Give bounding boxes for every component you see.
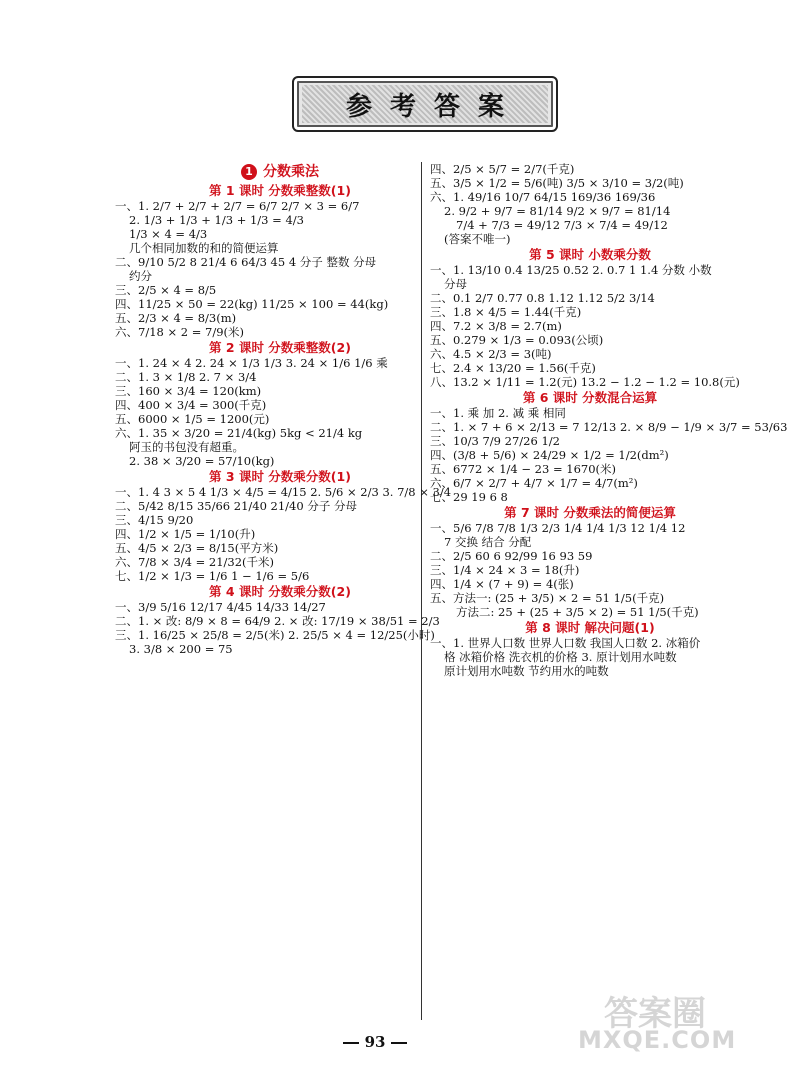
answer-line: 六、1. 49/16 10/7 64/15 169/36 169/36 (430, 190, 656, 204)
lesson-heading: 第 8 课时 解决问题(1) (525, 620, 655, 635)
site-watermark (574, 986, 744, 1058)
answer-line: 四、400 × 3/4 = 300(千克) (115, 398, 267, 412)
lesson-heading: 第 1 课时 分数乘整数(1) (209, 183, 351, 198)
answer-line: (答案不唯一) (444, 232, 511, 246)
left-answer-list (115, 182, 452, 656)
answer-line: 六、1. 35 × 3/20 = 21/4(kg) 5kg < 21/4 kg (115, 426, 363, 440)
answer-line: 二、5/42 8/15 35/66 21/40 21/40 分子 分母 (115, 499, 358, 513)
answer-banner (292, 76, 558, 132)
answer-line: 三、10/3 7/9 27/26 1/2 (430, 434, 560, 448)
answer-line: 五、方法一: (25 + 3/5) × 2 = 51 1/5(千克) (430, 591, 665, 605)
answer-line: 二、9/10 5/2 8 21/4 6 64/3 45 4 分子 整数 分母 (115, 255, 377, 269)
answer-line: 八、13.2 × 1/11 = 1.2(元) 13.2 − 1.2 − 1.2 = 10.8(元) (430, 375, 740, 389)
answer-line: 五、4/5 × 2/3 = 8/15(平方米) (115, 541, 279, 555)
answer-line: 方法二: 25 + (25 + 3/5 × 2) = 51 1/5(千克) (456, 605, 699, 619)
page-dash-right (391, 1042, 407, 1044)
answer-line: 六、7/18 × 2 = 7/9(米) (115, 325, 245, 339)
lesson-heading: 第 6 课时 分数混合运算 (522, 390, 658, 405)
answer-line: 二、1. × 7 + 6 × 2/13 = 7 12/13 2. × 8/9 − 1/9 × 3/7 = 53/63 (430, 420, 787, 434)
answer-line: 四、1/2 × 1/5 = 1/10(升) (115, 527, 256, 541)
lesson-heading: 第 4 课时 分数乘分数(2) (209, 584, 351, 599)
answer-line: 几个相同加数的和的简便运算 (129, 241, 279, 255)
answer-line: 四、11/25 × 50 = 22(kg) 11/25 × 100 = 44(kg) (115, 297, 389, 311)
answer-line: 3. 3/8 × 200 = 75 (129, 642, 233, 656)
answer-line: 1/3 × 4 = 4/3 (129, 227, 208, 241)
unit-title: 分数乘法 (263, 164, 319, 180)
answer-line: 三、1. 16/25 × 25/8 = 2/5(米) 2. 25/5 × 4 = 12/25(小时) (115, 628, 435, 642)
unit-number-badge: 1 (241, 164, 257, 180)
answer-line: 七、2.4 × 13/20 = 1.56(千克) (430, 361, 596, 375)
answer-line: 一、1. 24 × 4 2. 24 × 1/3 1/3 3. 24 × 1/6 1/6 乘 (115, 356, 388, 370)
answer-line: 2. 9/2 + 9/7 = 81/14 9/2 × 9/7 = 81/14 (444, 204, 671, 218)
answer-line: 四、(3/8 + 5/6) × 24/29 × 1/2 = 1/2(dm²) (430, 448, 669, 462)
answer-line: 三、160 × 3/4 = 120(km) (115, 384, 262, 398)
answer-line: 格 冰箱价格 洗衣机的价格 3. 原计划用水吨数 (444, 650, 677, 664)
answer-line: 原计划用水吨数 节约用水的吨数 (444, 664, 609, 678)
answer-line: 五、0.279 × 1/3 = 0.093(公顷) (430, 333, 604, 347)
answer-line: 四、2/5 × 5/7 = 2/7(千克) (430, 162, 575, 176)
banner-inner (302, 85, 548, 123)
answer-line: 六、6/7 × 2/7 + 4/7 × 1/7 = 4/7(m²) (430, 476, 638, 490)
answer-line: 阿玉的书包没有超重。 (129, 440, 244, 454)
answer-line: 分母 (444, 277, 467, 291)
answer-line: 三、1.8 × 4/5 = 1.44(千克) (430, 305, 582, 319)
answer-line: 五、6772 × 1/4 − 23 = 1670(米) (430, 462, 616, 476)
answer-line: 7/4 + 7/3 = 49/12 7/3 × 7/4 = 49/12 (456, 218, 668, 232)
answer-line: 三、2/5 × 4 = 8/5 (115, 283, 217, 297)
answer-line: 一、1. 世界人口数 世界人口数 我国人口数 2. 冰箱价 (430, 636, 701, 650)
answer-line: 五、2/3 × 4 = 8/3(m) (115, 311, 237, 325)
answer-line: 一、1. 4 3 × 5 4 1/3 × 4/5 = 4/15 2. 5/6 × 2/3 3. 7/8 × 3/4 (115, 485, 452, 499)
answer-line: 二、1. × 改: 8/9 × 8 = 64/9 2. × 改: 17/19 × 38/51 = 2/3 (115, 614, 440, 628)
answer-line: 一、1. 13/10 0.4 13/25 0.52 2. 0.7 1 1.4 分数 小数 (430, 263, 712, 277)
answer-line: 二、1. 3 × 1/8 2. 7 × 3/4 (115, 370, 257, 384)
unit-heading (115, 162, 445, 182)
answer-line: 一、1. 2/7 + 2/7 + 2/7 = 6/7 2/7 × 3 = 6/7 (115, 199, 360, 213)
answer-line: 7 交换 结合 分配 (444, 535, 532, 549)
answer-line: 一、1. 乘 加 2. 减 乘 相同 (430, 406, 566, 420)
answer-line: 六、4.5 × 2/3 = 3(吨) (430, 347, 552, 361)
answer-line: 2. 38 × 3/20 = 57/10(kg) (129, 454, 275, 468)
watermark-top: 答案圈 (604, 994, 706, 1034)
watermark-bottom: MXQE.COM (578, 1026, 737, 1054)
left-column (115, 162, 452, 656)
answer-line: 二、2/5 60 6 92/99 16 93 59 (430, 549, 593, 563)
answer-line: 三、1/4 × 24 × 3 = 18(升) (430, 563, 580, 577)
lesson-heading: 第 7 课时 分数乘法的简便运算 (504, 505, 676, 520)
page-number-text: 93 (364, 1033, 386, 1051)
answer-line: 五、3/5 × 1/2 = 5/6(吨) 3/5 × 3/10 = 3/2(吨) (430, 176, 684, 190)
answer-line: 一、3/9 5/16 12/17 4/45 14/33 14/27 (115, 600, 326, 614)
answer-line: 六、7/8 × 3/4 = 21/32(千米) (115, 555, 275, 569)
answer-line: 五、6000 × 1/5 = 1200(元) (115, 412, 270, 426)
page-dash-left (343, 1042, 359, 1044)
banner-title: 参考答案 (345, 91, 522, 122)
answer-line: 一、5/6 7/8 7/8 1/3 2/3 1/4 1/4 1/3 12 1/4 12 (430, 521, 686, 535)
lesson-heading: 第 3 课时 分数乘分数(1) (209, 469, 351, 484)
answer-line: 七、29 19 6 8 (430, 490, 508, 504)
right-column (430, 162, 787, 678)
answer-line: 约分 (129, 269, 152, 283)
right-answer-list (430, 162, 787, 678)
answer-line: 四、7.2 × 3/8 = 2.7(m) (430, 319, 562, 333)
answer-line: 2. 1/3 + 1/3 + 1/3 + 1/3 = 4/3 (129, 213, 304, 227)
answer-line: 三、4/15 9/20 (115, 513, 194, 527)
lesson-heading: 第 2 课时 分数乘整数(2) (209, 340, 351, 355)
answer-line: 七、1/2 × 1/3 = 1/6 1 − 1/6 = 5/6 (115, 569, 310, 583)
lesson-heading: 第 5 课时 小数乘分数 (529, 247, 651, 262)
answer-line: 二、0.1 2/7 0.77 0.8 1.12 1.12 5/2 3/14 (430, 291, 655, 305)
answer-line: 四、1/4 × (7 + 9) = 4(张) (430, 577, 574, 591)
